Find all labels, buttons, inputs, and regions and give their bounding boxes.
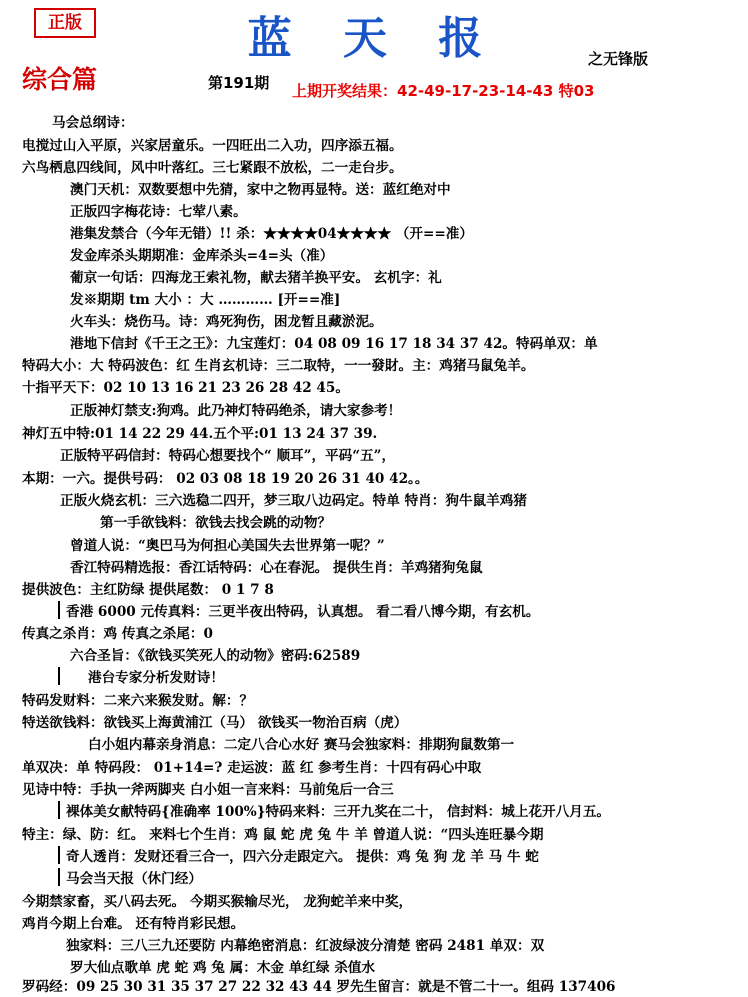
last-draw-result: 上期开奖结果：42-49-17-23-14-43 特03 [292, 82, 595, 100]
masthead-title: 蓝 天 报 [247, 13, 501, 64]
text-line: 裸体美女献特码{准确率 100%}特码来料：三开九奖在二十， 信封料：城上花开八月五。 [66, 804, 611, 820]
text-line: 鸡肖今期上台难。 还有特肖彩民想。 [22, 916, 245, 932]
text-line: 特主：绿、防：红。 来料七个生肖：鸡 鼠 蛇 虎 兔 牛 羊 曾道人说：“四头连旺暴今期 [22, 827, 544, 843]
text-line: 正版神灯禁支:狗鸡。此乃神灯特码绝杀，请大家参考！ [70, 403, 402, 419]
text-line: 今期禁家畜，买八码去死。 今期买猴输尽光， 龙狗蛇羊来中奖， [22, 894, 413, 910]
text-line: 正版特平码信封：特码心想要找个“ 顺耳”，平码“五”， [60, 448, 396, 464]
text-line: 白小姐内幕亲身消息：二定八合心水好 赛马会独家料：排期狗鼠数第一 [88, 737, 515, 753]
text-line: 独家料：三八三九还要防 内幕绝密消息：红波绿波分清楚 密码 2481 单双：双 [66, 938, 545, 954]
text-line: 罗大仙点歌单 虎 蛇 鸡 兔 属：木金 单红绿 杀值水 [70, 960, 376, 976]
text-line: 传真之杀肖：鸡 传真之杀尾：0 [22, 626, 213, 642]
margin-rule [58, 801, 60, 819]
margin-rule [58, 846, 60, 864]
text-line: 香江特码精选报：香江话特码：心在春泥。 提供生肖：羊鸡猪狗兔鼠 [70, 560, 483, 576]
text-line: 特送欲钱料：欲钱买上海黄浦江（马） 欲钱买一物治百病（虎） [22, 715, 408, 731]
margin-rule [58, 868, 60, 886]
text-line: 六合圣旨：《欲钱买笑死人的动物》密码:62589 [70, 648, 361, 664]
authentic-stamp: 正版 [34, 8, 96, 38]
section-title: 综合篇 [22, 65, 98, 94]
text-line: 正版四字梅花诗：七荤八素。 [70, 204, 247, 220]
text-line: 单双决：单 特码段： 01+14=? 走运波：蓝 红 参考生肖：十四有码心中取 [22, 760, 482, 776]
text-line: 港集发禁合（今年无错）!! 杀：★★★★04★★★★ （开==准） [70, 226, 473, 242]
text-line: 罗码经：09 25 30 31 35 37 27 22 32 43 44 罗先生留言：就是不管二十一。组码 137406 [22, 979, 616, 995]
text-line: 本期：一六。提供号码： 02 03 08 18 19 20 26 31 40 42。。 [22, 471, 429, 487]
text-line: 澳门天机：双数要想中先猜，家中之物再显特。送：蓝红绝对中 [70, 182, 451, 198]
text-line: 十指平天下：02 10 13 16 21 23 26 28 42 45。 [22, 380, 349, 396]
margin-rule [58, 667, 60, 685]
text-line: 电搅过山入平原，兴家居童乐。一四旺出二入功，四序添五福。 [22, 138, 403, 154]
text-line: 葡京一句话：四海龙王索礼物，献去猪羊换平安。 玄机字：礼 [70, 270, 442, 286]
text-line: 港地下信封《千王之王》：九宝莲灯：04 08 09 16 17 18 34 37 42。特码单双：单 [70, 336, 598, 352]
text-line: 发金库杀头期期准：金库杀头=4=头（准） [70, 248, 334, 264]
text-line: 见诗中特：手执一斧两脚夹 白小姐一言来料：马前兔后一合三 [22, 782, 394, 798]
text-line: 香港 6000 元传真料：三更半夜出特码，认真想。 看二看八博今期，有玄机。 [66, 604, 540, 620]
issue-number: 第191期 [208, 74, 270, 92]
text-line: 正版火烧玄机：三六选稳二四开，梦三取八边码定。特单 特肖：狗牛鼠羊鸡猪 [60, 493, 527, 509]
margin-rule [58, 601, 60, 619]
text-line: 发※期期 tm 大小 ：大 ………… [开==准] [70, 292, 341, 308]
text-line: 神灯五中特:01 14 22 29 44.五个平:01 13 24 37 39. [22, 426, 378, 442]
text-line: 特码发财料：二来六来猴发财。解：？ [22, 693, 254, 709]
text-line: 港台专家分析发财诗！ [88, 670, 224, 686]
text-line: 火车头：烧伤马。诗：鸡死狗伤，困龙暂且藏淤泥。 [70, 314, 383, 330]
text-line: 马会总纲诗： [52, 115, 134, 131]
text-line: 特码大小：大 特码波色：红 生肖玄机诗：三二取特，一一發財。主：鸡猪马鼠兔羊。 [22, 358, 535, 374]
text-line: 马会当天报（休门经） [66, 871, 202, 887]
text-line: 奇人透肖：发财还看三合一，四六分走跟定六。 提供：鸡 兔 狗 龙 羊 马 牛 蛇 [66, 849, 539, 865]
text-line: 提供波色：主红防绿 提供尾数： 0 1 7 8 [22, 582, 274, 598]
edition-label: 之无锋版 [588, 50, 649, 68]
text-line: 曾道人说：“奥巴马为何担心美国失去世界第一呢？” [70, 538, 385, 554]
text-line: 第一手欲钱料：欲钱去找会跳的动物？ [100, 515, 332, 531]
text-line: 六鸟栖息四线间，风中叶落红。三七紧跟不放松，二一走台步。 [22, 160, 403, 176]
